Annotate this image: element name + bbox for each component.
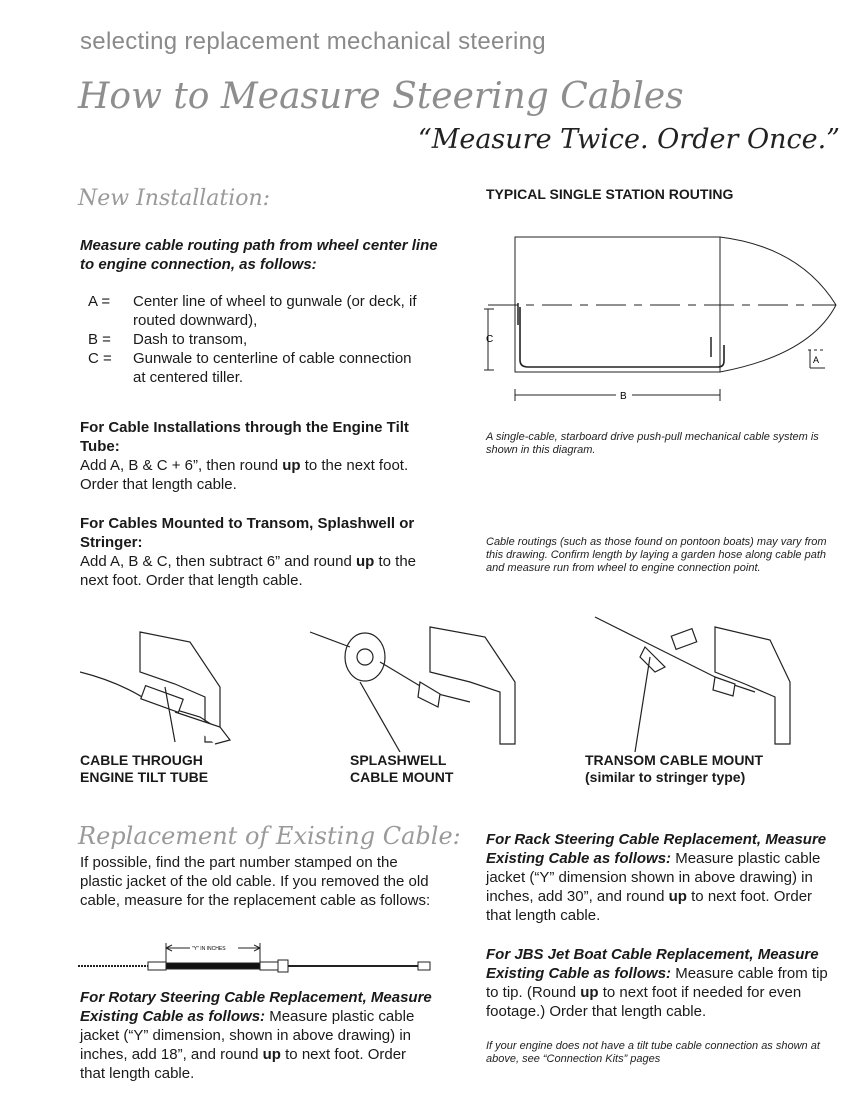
list-text: Gunwale to centerline of cable connection at centered tiller. [133,350,412,386]
list-item-a [88,292,418,330]
rack-heading: For Rack Steering Cable Replacement, Measure Existing Cable as follows: [486,831,827,867]
transom-text: Add A, B & C, then subtract 6” and round up to the next foot. Order that length cable. [80,553,417,589]
y-dimension-label: "Y" IN INCHES [192,946,226,952]
cable-tip [418,962,430,970]
motto: “Measure Twice. Order Once.” [417,124,840,155]
section-kicker: selecting replacement mechanical steering [80,28,546,55]
cable-path [520,307,724,367]
dim-c-label: C [486,334,494,345]
splashwell-illustration [310,627,515,752]
tilt-tube-illustration [80,632,230,744]
routing-caption: A single-cable, starboard drive push-pull mechanical cable system is shown in this diagram. [486,431,819,456]
dim-a-label: A [813,355,820,365]
list-key: A = [88,293,111,310]
jbs-block: For JBS Jet Boat Cable Replacement, Measure Existing Cable as follows: Measure cable from tip to tip. (Round up to next foot if needed for even footage.) Order that length cable. [486,946,828,1020]
routing-note: Cable routings (such as those found on pontoon boats) may vary from this drawing. Confirm length by laying a garden hose along cable path and measure run from wheel to engine connection point. [486,536,827,574]
tilt-tube-heading: For Cable Installations through the Engine Tilt Tube: [80,419,409,455]
routing-heading: TYPICAL SINGLE STATION ROUTING [486,186,734,202]
figure-label-tilt-tube: CABLE THROUGH ENGINE TILT TUBE [80,752,209,785]
list-key: C = [88,350,112,367]
transom-mount-illustration [595,617,790,752]
tilt-tube-text: Add A, B & C + 6”, then round up to the next foot. Order that length cable. [80,457,409,493]
jbs-heading: For JBS Jet Boat Cable Replacement, Measure Existing Cable as follows: [486,946,819,982]
list-key: B = [88,331,111,348]
measurement-list [88,292,418,387]
replacement-heading: Replacement of Existing Cable: [78,822,461,850]
routing-diagram [480,225,845,415]
mount-illustrations [80,612,850,752]
figure-label-splashwell: SPLASHWELL CABLE MOUNT [350,752,454,785]
cable-end-fitting [148,962,166,970]
replacement-text: If possible, find the part number stamped on the plastic jacket of the old cable. If you removed the old cable, measure for the replacement cable as follows: [80,854,431,909]
rotary-block: For Rotary Steering Cable Replacement, Measure Existing Cable as follows: Measure plastic cable jacket (“Y” dimension, shown in above drawing) in inches, add 18”, and round up to next foot. Order that length cable. [80,989,432,1082]
dim-b-label: B [620,391,627,402]
new-installation-heading: New Installation: [78,186,271,211]
rotary-heading: For Rotary Steering Cable Replacement, Measure Existing Cable as follows: [80,989,432,1025]
page-title: How to Measure Steering Cables [78,76,684,117]
new-installation-lead: Measure cable routing path from wheel center line to engine connection, as follows: [80,237,438,273]
tilt-tube-block [80,418,430,494]
cable-jacket [166,963,260,969]
cable-measure-diagram [78,938,438,978]
pointer-arrow [635,657,650,752]
transom-block [80,514,440,590]
pointer-arrow [360,682,400,752]
list-item-c [88,349,418,387]
connection-kits-note: If your engine does not have a tilt tube cable connection as shown at above, see “Connection Kits” pages [486,1040,820,1065]
list-item-b [88,330,418,349]
transom-heading: For Cables Mounted to Transom, Splashwell or Stringer: [80,515,415,551]
list-text: Center line of wheel to gunwale (or deck, if routed downward), [133,293,417,329]
list-text: Dash to transom, [133,331,248,348]
figure-label-transom: TRANSOM CABLE MOUNT (similar to stringer type) [585,752,764,785]
rack-block: For Rack Steering Cable Replacement, Measure Existing Cable as follows: Measure plastic cable jacket (“Y” dimension shown in above drawing) in inches, add 30”, and round up to next foot. Order that length cable. [486,831,827,924]
